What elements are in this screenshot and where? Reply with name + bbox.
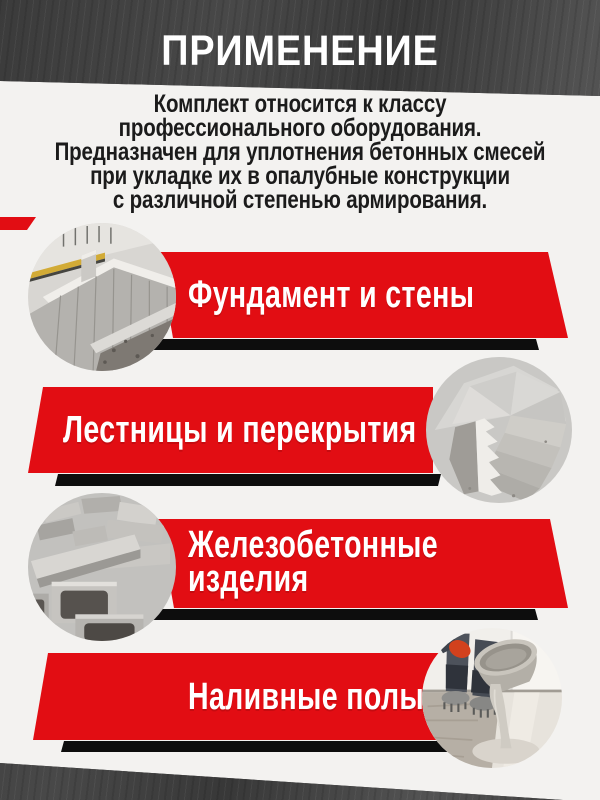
intro-paragraph <box>54 92 546 212</box>
label-line: Лестницы и перекрытия <box>63 409 417 451</box>
intro-line: при укладке их в опалубные конструкции <box>90 162 510 190</box>
intro-line: профессионального оборудования. <box>118 114 482 142</box>
precast-products-image <box>28 493 176 641</box>
intro-line: с различной степенью армирования. <box>112 186 488 214</box>
intro-line: Предназначен для уплотнения бетонных смесей <box>54 138 546 166</box>
label-line: изделия <box>188 557 309 600</box>
banner-label-foundation <box>188 252 570 338</box>
page-title: ПРИМЕНЕНИЕ <box>161 26 439 75</box>
banner-label-floors <box>188 653 503 740</box>
label-line: Наливные полы <box>188 675 425 718</box>
label-line: Фундамент и стены <box>188 274 475 316</box>
foundation-walls-image <box>28 223 176 371</box>
label-line: Железобетонные <box>188 523 438 566</box>
foundation-walls-photo <box>28 223 176 371</box>
banner-label-stairs <box>63 387 534 473</box>
intro-line: Комплект относится к классу <box>153 90 447 118</box>
banner-label-precast <box>188 515 521 608</box>
precast-products-photo <box>28 493 176 641</box>
